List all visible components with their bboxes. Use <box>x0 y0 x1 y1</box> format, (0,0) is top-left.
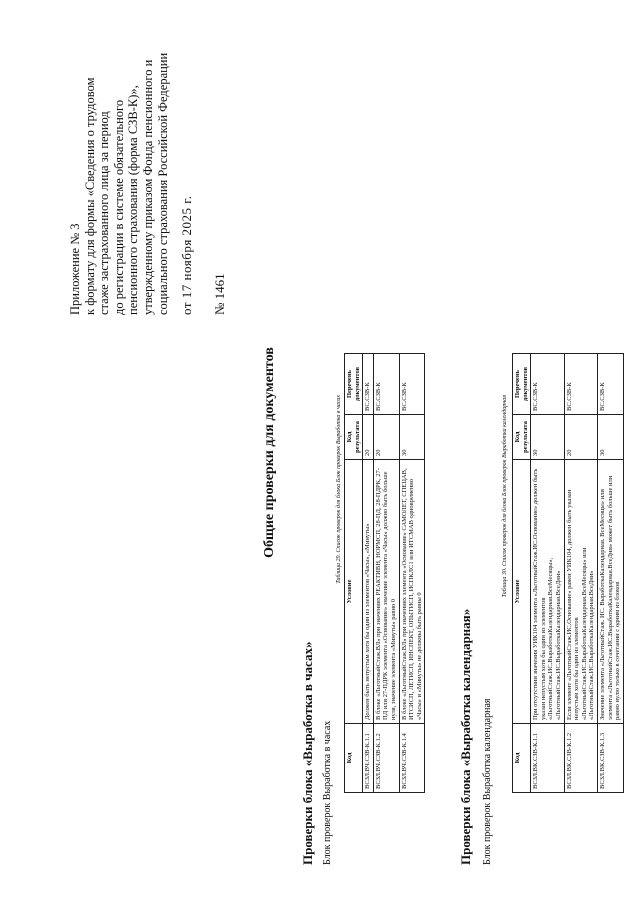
document-list: ВС.СЗВ-К <box>373 354 399 415</box>
column-header: Условие <box>513 460 531 724</box>
page-title: Общие проверки для документов <box>262 347 277 558</box>
annex-line: до регистрации в системе обязательного <box>111 99 126 315</box>
annex-line: утвержденному приказом Фонда пенсионного и <box>140 59 155 315</box>
column-header: Код <box>345 724 363 793</box>
check-code: ВСЗЛ.ВЧ.СЗВ-К.1.4 <box>399 724 425 793</box>
result-code: 20 <box>363 415 374 460</box>
table-caption: Таблица 29. Список проверок для блока Блок проверок Выработка в часах <box>336 395 342 584</box>
result-code: 30 <box>597 415 623 460</box>
table-caption: Таблица 30. Список проверок для блока Блок проверок Выработка календарная <box>502 395 508 598</box>
check-condition: Значение элемента «ЛьготныйСтаж. ИС. ВыработкаКалендарная. ВсеМесяцы» или элемента «ЛьготныйСтаж.ИС.ВыработкаКалендарная.ВсеДни» может быть больше или равно нулю только в сочетании с одним из блоков <box>597 460 623 724</box>
table-row <box>399 354 425 793</box>
document-list: ВС.СЗВ-К <box>399 354 425 415</box>
result-code: 30 <box>399 415 425 460</box>
table-row <box>373 354 399 793</box>
order-number: № 1461 <box>211 273 227 315</box>
order-date: от 17 ноября 2025 г. <box>179 195 195 315</box>
check-code: ВСЗЛ.ВК.СЗВ-К.1.1 <box>531 724 564 793</box>
document-list: ВС.СЗВ-К <box>531 354 564 415</box>
column-header: Код <box>513 724 531 793</box>
section-title: Проверки блока «Выработка в часах» <box>300 641 315 865</box>
column-header: Код результата <box>513 415 531 460</box>
column-header: Условие <box>345 460 363 724</box>
annex-header <box>68 15 227 315</box>
annex-line: пенсионного страхования (форма СЗВ-К)», <box>126 85 141 315</box>
document-list: ВС.СЗВ-К <box>564 354 597 415</box>
result-code: 20 <box>373 415 399 460</box>
annex-line: Приложение № 3 <box>68 223 82 315</box>
column-header: Перечень документов <box>345 354 363 415</box>
result-code: 30 <box>531 415 564 460</box>
check-condition: Должен быть непустым хотя бы один из элементов «Часы», «Минуты» <box>363 460 374 724</box>
check-code: ВСЗЛ.ВК.СЗВ-К.1.3 <box>597 724 623 793</box>
table-row <box>564 354 597 793</box>
document-list: ВС.СЗВ-К <box>363 354 374 415</box>
section-title: Проверки блока «Выработка календарная» <box>458 608 473 865</box>
check-code: ВСЗЛ.ВЧ.СЗВ-К.1.2 <box>373 724 399 793</box>
table-row <box>531 354 564 793</box>
check-condition: Если элемент «ЛьготныйСтаж.ИС.Основание» равен УИК104, должен быть указан непустым хотя бы один из элементов «ЛьготныйСтаж.ИС.ВыработкаКалендарная.ВсеМесяцы» или «ЛьготныйСтаж.ИС.ВыработкаКалендарная.ВсеДни» <box>564 460 597 724</box>
check-condition: При отсутствии значения УИК104 элемента «ЛьготныйСтаж.ИС.Основание» должен быть указан непустым хотя бы один из элементов «ЛьготныйСтаж.ИС.ВыработкаКалендарная.ВсеМесяцы», «ЛьготныйСтаж.ИС.ВыработкаКалендарная.ВсеДни» <box>531 460 564 724</box>
check-condition: В блоке «ЛьготныйСтаж.ВЛ» при значениях элемента «Основание» САМОЛЕТ, СПЕЦАВ, ИТСИСП, ЛЕТИСП, ИНСПЕКТ, ОПЫТИСП, ИСПКЛС1 или ИТСМАВ одновременно «Часы» и «Минуты» не должны быть равны 0 <box>399 460 425 724</box>
table-row <box>363 354 374 793</box>
table-row <box>597 354 623 793</box>
check-condition: В блоке «ЛьготныйСтаж.ВЛ» при значениях РЕАКТИВН, НОРМСП, 28-ПД, 28-ПДРК, 27-ПД или 27-ПДРК элемента «Основание» значение элемента «Часы» должно быть больше нуля, значение элемента «Минуты» равно 0 <box>373 460 399 724</box>
annex-line: к формату для формы «Сведения о трудовом <box>82 77 97 315</box>
annex-line: социального страхования Российской Федерации <box>155 52 170 315</box>
annex-line: стаже застрахованного лица за период <box>97 111 112 315</box>
checks-table-calendar <box>512 353 624 793</box>
section-subtitle: Блок проверок Выработка календарная <box>482 698 493 865</box>
column-header: Код результата <box>345 415 363 460</box>
document-list: ВС.СЗВ-К <box>597 354 623 415</box>
check-code: ВСЗЛ.ВЧ.СЗВ-К.1.1 <box>363 724 374 793</box>
section-subtitle: Блок проверок Выработка в часах <box>322 720 333 865</box>
column-header: Перечень документов <box>513 354 531 415</box>
checks-table-hours <box>344 353 425 793</box>
check-code: ВСЗЛ.ВК.СЗВ-К.1.2 <box>564 724 597 793</box>
result-code: 20 <box>564 415 597 460</box>
